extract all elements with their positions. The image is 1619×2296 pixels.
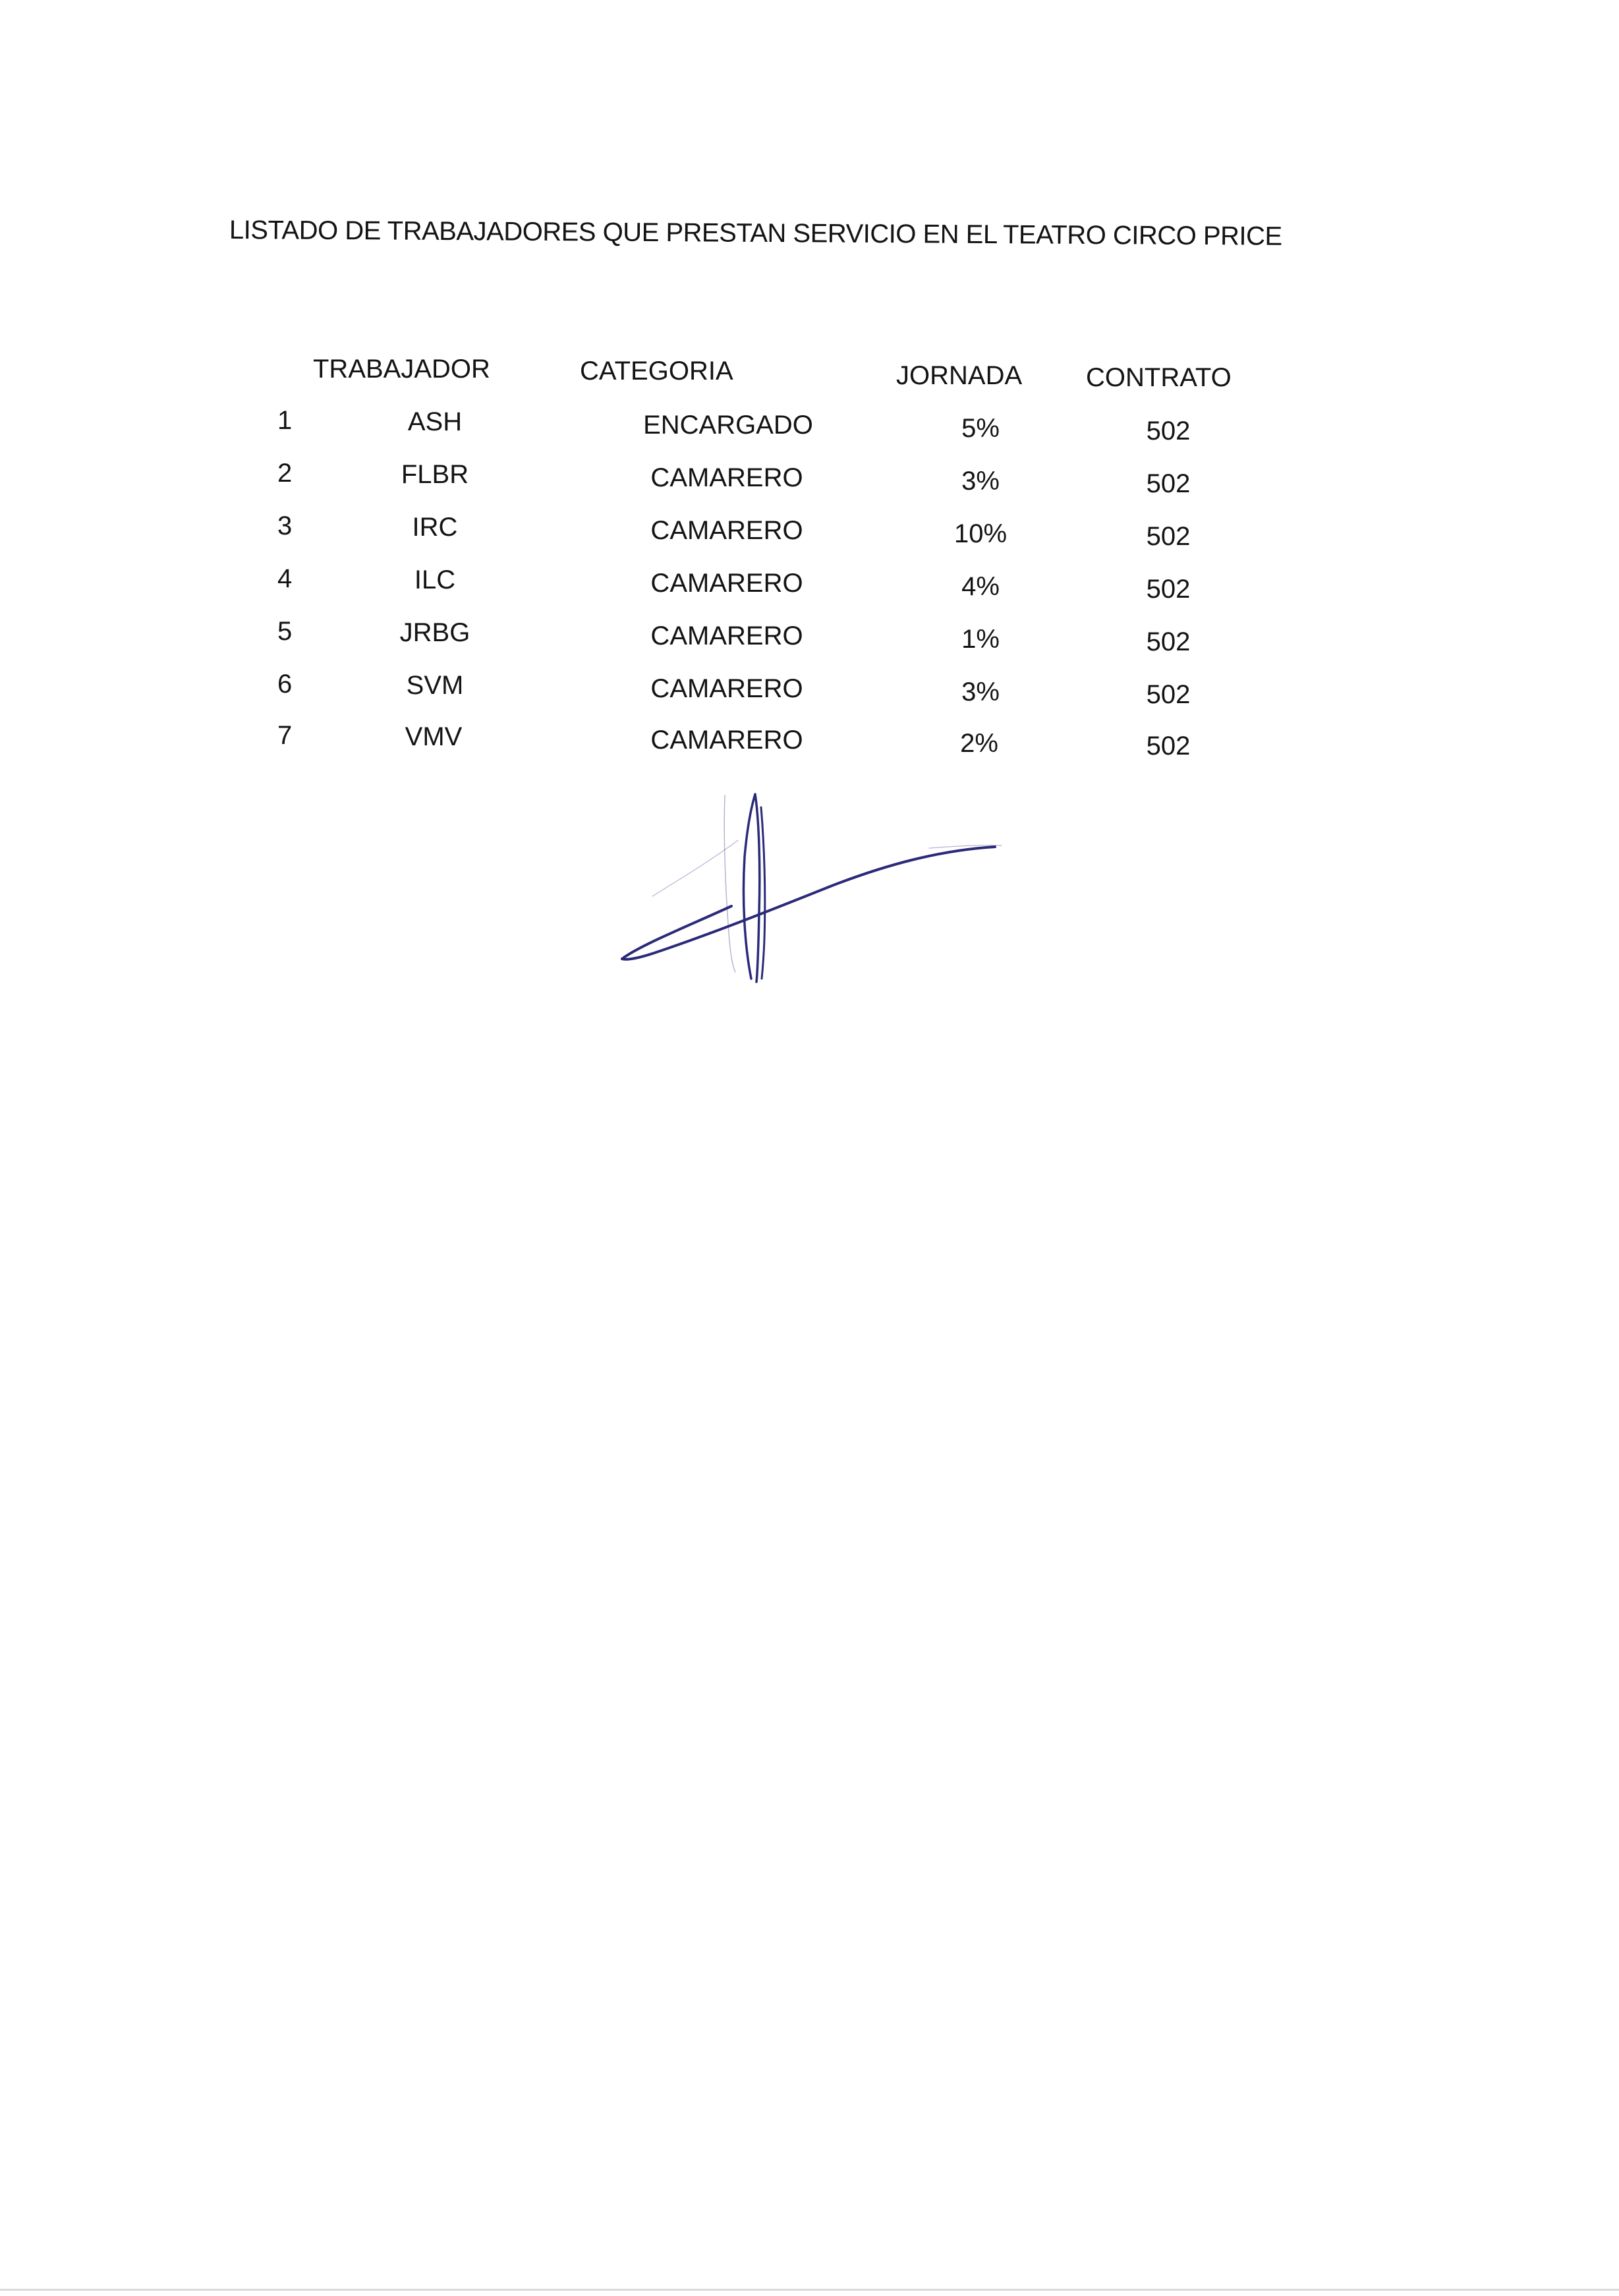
row-number: 2 xyxy=(277,459,293,488)
document-title: LISTADO DE TRABAJADORES QUE PRESTAN SERVICIO EN EL TEATRO CIRCO PRICE xyxy=(229,215,1282,251)
worker-category: CAMARERO xyxy=(650,463,803,492)
worker-contract: 502 xyxy=(1146,469,1191,498)
worker-contract: 502 xyxy=(1146,732,1191,761)
worker-code: IRC xyxy=(412,513,458,542)
worker-category: CAMARERO xyxy=(650,516,803,545)
row-number: 6 xyxy=(277,670,293,699)
worker-workday: 3% xyxy=(961,467,1000,496)
row-number: 5 xyxy=(277,617,293,646)
row-number: 3 xyxy=(277,511,293,540)
header-workday: JORNADA xyxy=(896,361,1023,390)
row-number: 4 xyxy=(277,564,293,593)
worker-contract: 502 xyxy=(1146,416,1191,445)
header-category: CATEGORIA xyxy=(580,357,733,386)
handwritten-signature xyxy=(613,781,1008,998)
worker-workday: 1% xyxy=(961,625,1000,654)
worker-code: ILC xyxy=(414,565,456,594)
row-number: 1 xyxy=(277,406,293,435)
worker-category: CAMARERO xyxy=(650,621,803,650)
worker-category: CAMARERO xyxy=(650,674,803,703)
workers-table xyxy=(0,0,1619,791)
worker-category: CAMARERO xyxy=(650,726,803,755)
worker-category: CAMARERO xyxy=(650,569,803,598)
worker-workday: 4% xyxy=(961,572,1000,601)
scan-bottom-edge xyxy=(0,2289,1619,2291)
worker-contract: 502 xyxy=(1146,522,1191,551)
worker-code: ASH xyxy=(407,407,463,436)
worker-workday: 5% xyxy=(961,414,1000,443)
row-number: 7 xyxy=(277,721,293,750)
signature-strokes xyxy=(622,794,1002,982)
worker-contract: 502 xyxy=(1146,575,1191,604)
worker-code: VMV xyxy=(405,722,463,751)
header-worker: TRABAJADOR xyxy=(313,355,490,384)
worker-category: ENCARGADO xyxy=(643,411,813,440)
worker-code: FLBR xyxy=(401,460,469,489)
worker-contract: 502 xyxy=(1146,627,1191,656)
worker-code: SVM xyxy=(406,671,464,700)
worker-workday: 2% xyxy=(960,729,998,758)
worker-contract: 502 xyxy=(1146,680,1191,709)
worker-code: JRBG xyxy=(399,618,470,647)
worker-workday: 3% xyxy=(961,677,1000,706)
worker-workday: 10% xyxy=(953,519,1008,548)
header-contract: CONTRATO xyxy=(1086,363,1232,392)
